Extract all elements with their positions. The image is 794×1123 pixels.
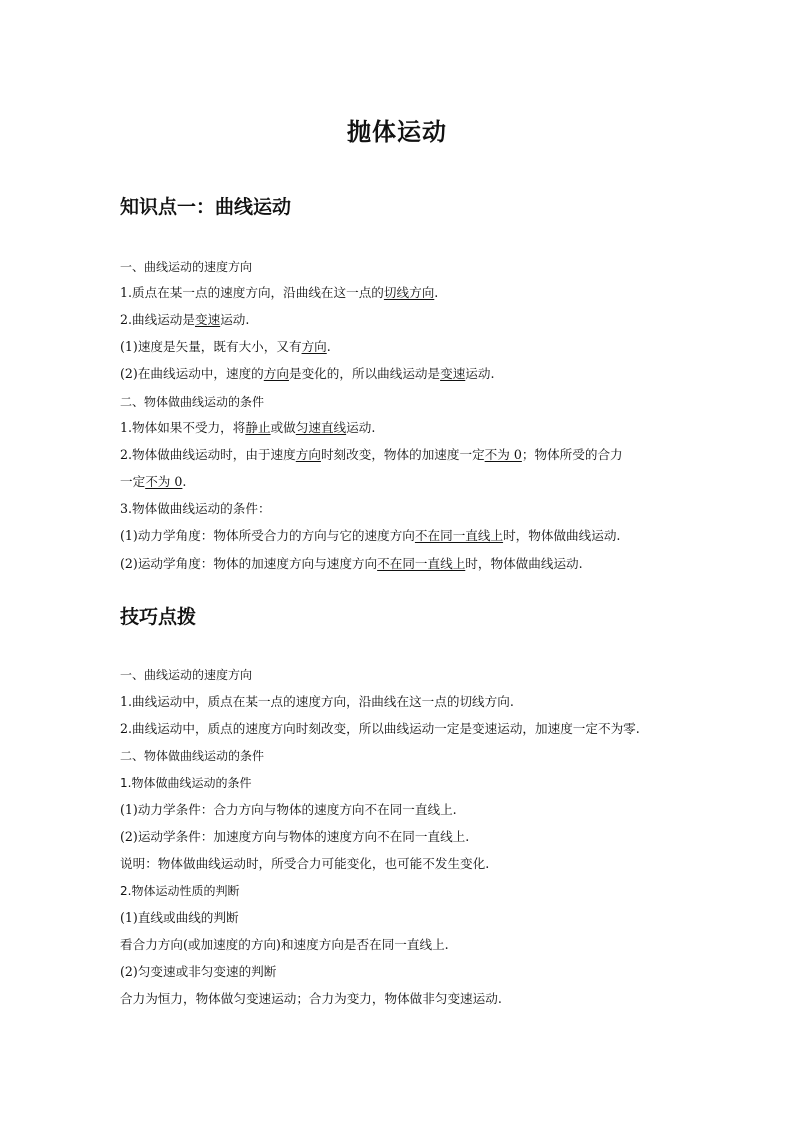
answer-blank: 切线方向 bbox=[383, 285, 435, 300]
page-title: 抛体运动 bbox=[347, 118, 447, 146]
tips-line: (1)动力学条件：合力方向与物体的速度方向不在同一直线上. bbox=[120, 802, 457, 817]
paragraph-4: (2)在曲线运动中，速度的方向是变化的，所以曲线运动是变速运动. bbox=[120, 366, 495, 381]
tips-line: 2.物体运动性质的判断 bbox=[120, 884, 240, 898]
tips-line: 合力为恒力，物体做匀变速运动；合力为变力，物体做非匀变速运动. bbox=[120, 991, 502, 1006]
tips-line: 1.曲线运动中，质点在某一点的速度方向，沿曲线在这一点的切线方向. bbox=[120, 694, 514, 709]
paragraph-2: 2.曲线运动是变速运动. bbox=[120, 312, 250, 327]
paragraph-5: 1.物体如果不受力，将静止或做匀速直线运动. bbox=[120, 420, 376, 435]
subheading-velocity-direction: 一、曲线运动的速度方向 bbox=[120, 260, 253, 274]
answer-blank: 不为 0 bbox=[145, 474, 183, 489]
answer-blank: 变速 bbox=[440, 366, 466, 381]
answer-blank: 不在同一直线上 bbox=[377, 556, 466, 571]
answer-blank: 静止 bbox=[245, 420, 271, 435]
tips-subheading: 一、曲线运动的速度方向 bbox=[120, 668, 253, 682]
tips-line: (2)运动学条件：加速度方向与物体的速度方向不在同一直线上. bbox=[120, 829, 470, 844]
answer-blank: 方向 bbox=[263, 366, 289, 381]
tips-note: 说明：物体做曲线运动时，所受合力可能变化，也可能不发生变化. bbox=[120, 856, 490, 871]
tips-line: 2.曲线运动中，质点的速度方向时刻改变，所以曲线运动一定是变速运动，加速度一定不为零. bbox=[120, 721, 640, 736]
section-heading-tips: 技巧点拨 bbox=[120, 606, 197, 628]
paragraph-9: (1)动力学角度：物体所受合力的方向与它的速度方向不在同一直线上时，物体做曲线运动. bbox=[120, 528, 621, 543]
paragraph-7: 一定不为 0. bbox=[120, 474, 187, 489]
paragraph-3: (1)速度是矢量，既有大小，又有方向. bbox=[120, 339, 331, 354]
paragraph-1: 1.质点在某一点的速度方向，沿曲线在这一点的切线方向. bbox=[120, 285, 439, 300]
answer-blank: 不为 0 bbox=[484, 447, 522, 462]
subheading-curve-conditions: 二、物体做曲线运动的条件 bbox=[120, 395, 265, 409]
answer-blank: 变速 bbox=[195, 312, 221, 327]
tips-line: 看合力方向(或加速度的方向)和速度方向是否在同一直线上. bbox=[120, 937, 449, 952]
answer-blank: 方向 bbox=[301, 339, 327, 354]
tips-line: (1)直线或曲线的判断 bbox=[120, 910, 239, 925]
paragraph-8: 3.物体做曲线运动的条件： bbox=[120, 501, 271, 516]
answer-blank: 方向 bbox=[295, 447, 321, 462]
tips-line: 1.物体做曲线运动的条件 bbox=[120, 776, 252, 790]
section-heading-knowledge: 知识点一：曲线运动 bbox=[120, 196, 292, 218]
answer-blank: 匀速直线 bbox=[295, 420, 347, 435]
paragraph-10: (2)运动学角度：物体的加速度方向与速度方向不在同一直线上时，物体做曲线运动. bbox=[120, 556, 583, 571]
answer-blank: 不在同一直线上 bbox=[414, 528, 504, 543]
tips-line: (2)匀变速或非匀变速的判断 bbox=[120, 964, 277, 979]
paragraph-6: 2.物体做曲线运动时，由于速度方向时刻改变，物体的加速度一定不为 0；物体所受的合力 bbox=[120, 447, 623, 462]
tips-subheading: 二、物体做曲线运动的条件 bbox=[120, 749, 265, 763]
